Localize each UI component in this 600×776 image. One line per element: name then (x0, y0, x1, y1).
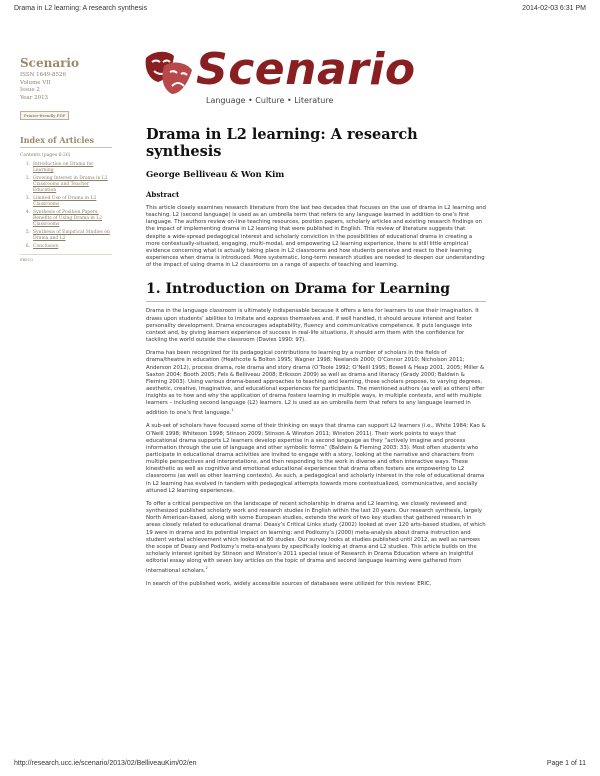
journal-name[interactable]: Scenario (20, 56, 79, 70)
article-title: Drama in L2 learning: A research synthesis (146, 126, 418, 160)
print-header (0, 0, 600, 14)
year: Year 2013 (20, 94, 49, 101)
paragraph-4 (146, 501, 486, 575)
print-footer-page: Page 1 of 11 (546, 760, 586, 767)
toc-link[interactable]: Synthesis of Position Papers: Benefits of Using Drama in L2 Classrooms (33, 210, 103, 227)
toc-link[interactable]: Introduction on Drama for Learning (33, 162, 94, 173)
toc-item[interactable]: 3. Limited Use of Drama in L2 Classrooms (20, 196, 112, 208)
sidebar-footer: EBSCO (20, 254, 112, 262)
abstract-text: This article closely examines research literature from the last two decades that focuses on the use of drama in L2 learning and teaching. L2 (second language) is used as an umbrella term that refers to any language learned in addition to one’s first language. The authors review on-line teaching resources, position papers, scholarly articles and existing research findings on the impact of implementing drama in L2 learning that were published in English. This review of literature suggests that despite a wide-spread pedagogical interest and scholarly conviction in the possibilities of educational drama in creating a more contextually-situated, engaging, multi-modal, and empowering L2 learning experience, there is still little empirical evidence concerning what is actually taking place in L2 classrooms and how students perceive and react to their learning experiences when drama is introduced. More systematic, long-term research studies are needed to deepen our understanding of the impact of using drama in L2 classrooms on a range of aspects of teaching and learning. (146, 205, 486, 269)
footnote-1-link[interactable]: 1 (231, 408, 234, 413)
paragraph-2-text: Drama has been recognized for its pedagogical contributions to learning by a number of scholars in the fields of drama/theatre in education (Heathcote & Bolton 1995; Wagner 1998; Neelands 2000; O’Connor 2010; Nicholson 2011; Anderson 2012), process drama, role drama and story drama (O’Toole 1992; O’Neill 1995; Bowell & Heap 2001, 2005; Miller & Saxton 2004; Booth 2005; Fels & Belliveau 2008; Eriksson 2009) as well as drama and literacy (Grady 2000; Baldwin & Fleming 2003). Using various drama-based approaches to teaching and learning, these scholars propose, to varying degrees, aesthetic, creative, imaginative, and educational experiences for participants. The mentioned authors (as well as others) offer insights as to how and why the application of drama fosters learning in multiple ways, in multiple contexts, and with multiple learners – including second language (L2) learners. L2 is used as an umbrella term that refers to any language learned in addition to one’s first language. (146, 350, 485, 417)
toc-link[interactable]: Conclusion (33, 244, 59, 250)
print-footer (0, 760, 600, 774)
toc-link[interactable]: Synthesis of Empirical Studies on Drama and L2 (33, 229, 110, 241)
sidebar (20, 56, 120, 262)
section-1-heading: 1. Introduction on Drama for Learning (146, 281, 486, 302)
footnote-2-link[interactable]: 2 (205, 566, 208, 571)
toc-item[interactable]: 4. Synthesis of Position Papers: Benefits of Using Drama in L2 Classrooms (20, 210, 112, 227)
scenario-logo[interactable] (142, 42, 416, 114)
logo-wordmark: Scenario (196, 44, 416, 95)
toc-item[interactable]: 1. Introduction on Drama for Learning (20, 162, 112, 174)
volume: Volume VII (20, 79, 51, 86)
paragraph-5: In search of the published work, widely accessible sources of databases were utilized for this review: ERIC, (146, 581, 432, 588)
article-authors: George Belliveau & Won Kim (146, 170, 285, 180)
contents-label: Contents (pages 6-26) (20, 153, 71, 158)
printer-friendly-button[interactable]: Printer-friendly PDF (20, 111, 69, 120)
paragraph-3: A sub-set of scholars have focused some of their thinking on ways that drama can support L2 learners (i.e., White 1984; Kao & O’Neill 1998; Whiteson 1998; Stinson 2009; Stinson & Winston 2011; Winston 2011). Their work points to ways that educational drama supports L2 learners develop expertise in a second language as they “actively imagine and process information through the use of language and other symbolic forms” (Baldwin & Fleming 2003: 33). Most often students who participate in educational drama activities are invited to engage with a story, looking at the narrative and characters from multiple perspectives and interpretations, and then responding to the work in diverse and often interactive ways. These kinesthetic as well as cognitive and emotional educational experiences that drama often fosters are empowering to L2 classrooms (as well as other learning contexts). As such, a pedagogical and scholarly interest in the role of educational drama in L2 learning has evolved in tandem with pedagogical attempts towards more contextualized, communicative, and socially attuned L2 learning experiences. (146, 423, 486, 494)
print-footer-url: http://research.ucc.ie/scenario/2013/02/BelliveauKim/02/en (14, 760, 197, 767)
toc-item[interactable]: 6. Conclusion (25, 244, 59, 250)
issn: ISSN 1649-8526 (20, 72, 67, 78)
toc-item[interactable]: 5. Synthesis of Empirical Studies on Drama and L2 (20, 230, 112, 242)
toc-item[interactable]: 2. Growing Interest in Drama in L2 Classrooms and Teacher Education (20, 176, 112, 193)
toc-link[interactable]: Limited Use of Drama in L2 Classrooms (33, 195, 97, 207)
index-of-articles-title[interactable]: Index of Articles (20, 135, 112, 148)
paragraph-1: Drama in the language classroom is ultimately indispensable because it offers a lens for learners to use their imagination. It draws upon students’ abilities to imitate and express themselves and, if well handled, it should arouse interest and foster personality development. Drama encourages adaptability, fluency and communicative competence. It puts language into context and, by giving learners experience of success in real-life situations, it should arm them with the confidence for tackling the world outside the classroom (Davies 1990: 97). (146, 308, 479, 344)
logo-tagline: Language • Culture • Literature (206, 96, 334, 105)
journal-meta (20, 72, 120, 102)
paragraph-2 (146, 350, 486, 417)
article-main (146, 126, 486, 588)
print-header-title: Drama in L2 learning: A research synthesis (14, 5, 148, 12)
print-header-datetime: 2014-02-03 6:31 PM (522, 5, 586, 12)
issue: Issue 2 (20, 87, 40, 93)
toc-link[interactable]: Growing Interest in Drama in L2 Classrooms and Teacher Education (33, 176, 108, 193)
abstract-heading: Abstract (146, 190, 180, 199)
table-of-contents (20, 162, 112, 250)
paragraph-4-text: To offer a critical perspective on the landscape of recent scholarship in drama and L2 learning, we closely reviewed and synthesized published scholarly work and research studies in English within the last 20 years. Our research synthesis, largely North American-based, along with some European studies, extends the work of two key studies that gathered research in areas closely related to educational drama: Deasy’s Critical Links study (2002) looked at over 120 arts-based studies, of which 19 were in drama and its potential impact on learning; and Podlozny’s (2000) meta-analysis about drama instruction and student verbal achievement which looked at 80 studies. Our survey looks at studies published until 2012, as well as narrows the scope of Deasy and Podlozny’s meta-analyses by specifically looking at drama and L2 studies. This article builds on the scholarly interest ignited by Stinson and Winston’s 2011 special issue of Research in Drama Education where an insightful editorial essay along with seven key articles on the topic of drama and second language learning were gathered from international scholars. (146, 500, 486, 575)
